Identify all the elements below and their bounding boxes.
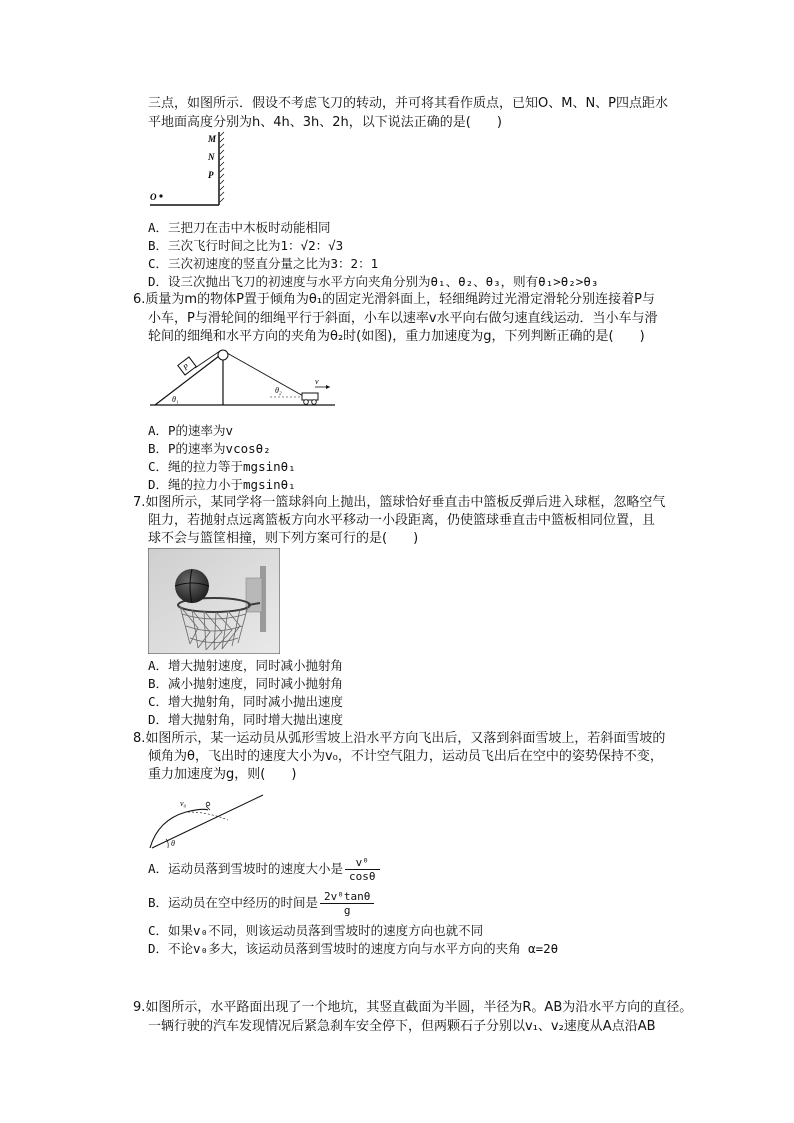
q6-stem-line2: 小车，P与滑轮间的细绳平行于斜面，小车以速率v水平向右做匀速直线运动．当小车与滑 bbox=[148, 311, 658, 326]
q8-option-a-numerator: v⁰ bbox=[345, 856, 380, 870]
q8-option-a-denominator: cosθ bbox=[349, 870, 376, 883]
q8-option-a-fraction bbox=[345, 856, 380, 883]
q5-option-a: A．三把刀在击中木板时动能相同 bbox=[148, 220, 331, 235]
q5-option-d: D．设三次抛出飞刀的初速度与水平方向夹角分别为θ₁、θ₂、θ₃，则有θ₁>θ₂>θ₃ bbox=[148, 274, 599, 289]
q6-figure-incline bbox=[145, 345, 345, 415]
q5-stem-line1: 三点，如图所示．假设不考虑飞刀的转动，并可将其看作质点，已知O、M、N、P四点距水 bbox=[148, 96, 669, 111]
q8-label-theta: θ bbox=[171, 839, 175, 848]
q5-option-c: C．三次初速度的竖直分量之比为3：2：1 bbox=[148, 256, 379, 271]
q5-figure-board bbox=[140, 130, 240, 220]
q8-figure-slope bbox=[148, 790, 268, 852]
q8-option-b-numerator: 2v⁰tanθ bbox=[320, 890, 374, 904]
q8-option-b-fraction bbox=[320, 890, 374, 917]
q6-stem-line1: 6.质量为m的物体P置于倾角为θ₁的固定光滑斜面上，轻细绳跨过光滑定滑轮分别连接着P与 bbox=[133, 292, 655, 307]
q7-basketball-photo bbox=[148, 548, 280, 654]
q6-label-theta2: θ₂ bbox=[275, 386, 282, 395]
q5-label-p: P bbox=[208, 170, 214, 180]
q6-label-p: P bbox=[181, 362, 191, 373]
q5-stem-line2: 平地面高度分别为h、4h、3h、2h，以下说法正确的是( ) bbox=[148, 115, 502, 130]
q7-option-a: A．增大抛射速度，同时减小抛射角 bbox=[148, 658, 344, 673]
q8-option-c: C．如果v₀不同，则该运动员落到雪坡时的速度方向也就不同 bbox=[148, 923, 484, 938]
q7-stem-line1: 7.如图所示，某同学将一篮球斜向上抛出，篮球恰好垂直击中篮板反弹后进入球框，忽略空气 bbox=[133, 495, 666, 510]
q7-option-b: B．减小抛射速度，同时减小抛射角 bbox=[148, 676, 344, 691]
q8-stem-line3: 重力加速度为g，则( ) bbox=[148, 767, 297, 782]
q6-label-theta1: θ₁ bbox=[172, 395, 179, 404]
q6-option-c: C．绳的拉力等于mgsinθ₁ bbox=[148, 459, 296, 474]
q6-option-b: B．P的速率为vcosθ₂ bbox=[148, 441, 271, 456]
q8-option-a-text: A．运动员落到雪坡时的速度大小是 bbox=[148, 861, 344, 876]
q5-label-o: O bbox=[150, 192, 157, 202]
q5-label-m: M bbox=[208, 134, 217, 144]
q5-label-n: N bbox=[208, 152, 215, 162]
q7-stem-line3: 球不会与篮筐相撞，则下列方案可行的是( ) bbox=[148, 531, 419, 546]
q8-option-a bbox=[148, 856, 380, 883]
q9-stem-line2: 一辆行驶的汽车发现情况后紧急刹车安全停下，但两颗石子分别以v₁、v₂速度从A点沿AB bbox=[148, 1019, 656, 1034]
q5-option-b: B．三次飞行时间之比为1：√2：√3 bbox=[148, 238, 344, 253]
q8-option-b bbox=[148, 890, 374, 917]
q8-option-b-text: B．运动员在空中经历的时间是 bbox=[148, 895, 319, 910]
q8-stem-line1: 8.如图所示，某一运动员从弧形雪坡上沿水平方向飞出后，又落到斜面雪坡上，若斜面雪坡的 bbox=[133, 731, 666, 746]
q9-stem-line1: 9.如图所示，水平路面出现了一个地坑，其竖直截面为半圆，半径为R。AB为沿水平方向的直径。 bbox=[133, 1000, 693, 1015]
q6-option-a: A．P的速率为v bbox=[148, 423, 234, 438]
q8-label-v0: v₀ bbox=[180, 799, 187, 808]
q6-label-v: v bbox=[315, 377, 319, 386]
q6-option-d: D．绳的拉力小于mgsinθ₁ bbox=[148, 477, 296, 492]
q8-option-d: D．不论v₀多大，该运动员落到雪坡时的速度方向与水平方向的夹角 α=2θ bbox=[148, 941, 559, 956]
q8-stem-line2: 倾角为θ，飞出时的速度大小为v₀，不计空气阻力，运动员飞出后在空中的姿势保持不变， bbox=[148, 749, 663, 764]
q7-option-c: C．增大抛射角，同时减小抛出速度 bbox=[148, 694, 344, 709]
q8-option-b-denominator: g bbox=[343, 904, 351, 917]
q7-stem-line2: 阻力，若抛射点远离篮板方向水平移动一小段距离，仍使篮球垂直击中篮板相同位置，且 bbox=[148, 513, 656, 528]
q6-stem-line3: 轮间的细绳和水平方向的夹角为θ₂时(如图)，重力加速度为g，下列判断正确的是( ) bbox=[148, 329, 645, 344]
q7-option-d: D．增大抛射角，同时增大抛出速度 bbox=[148, 712, 344, 727]
